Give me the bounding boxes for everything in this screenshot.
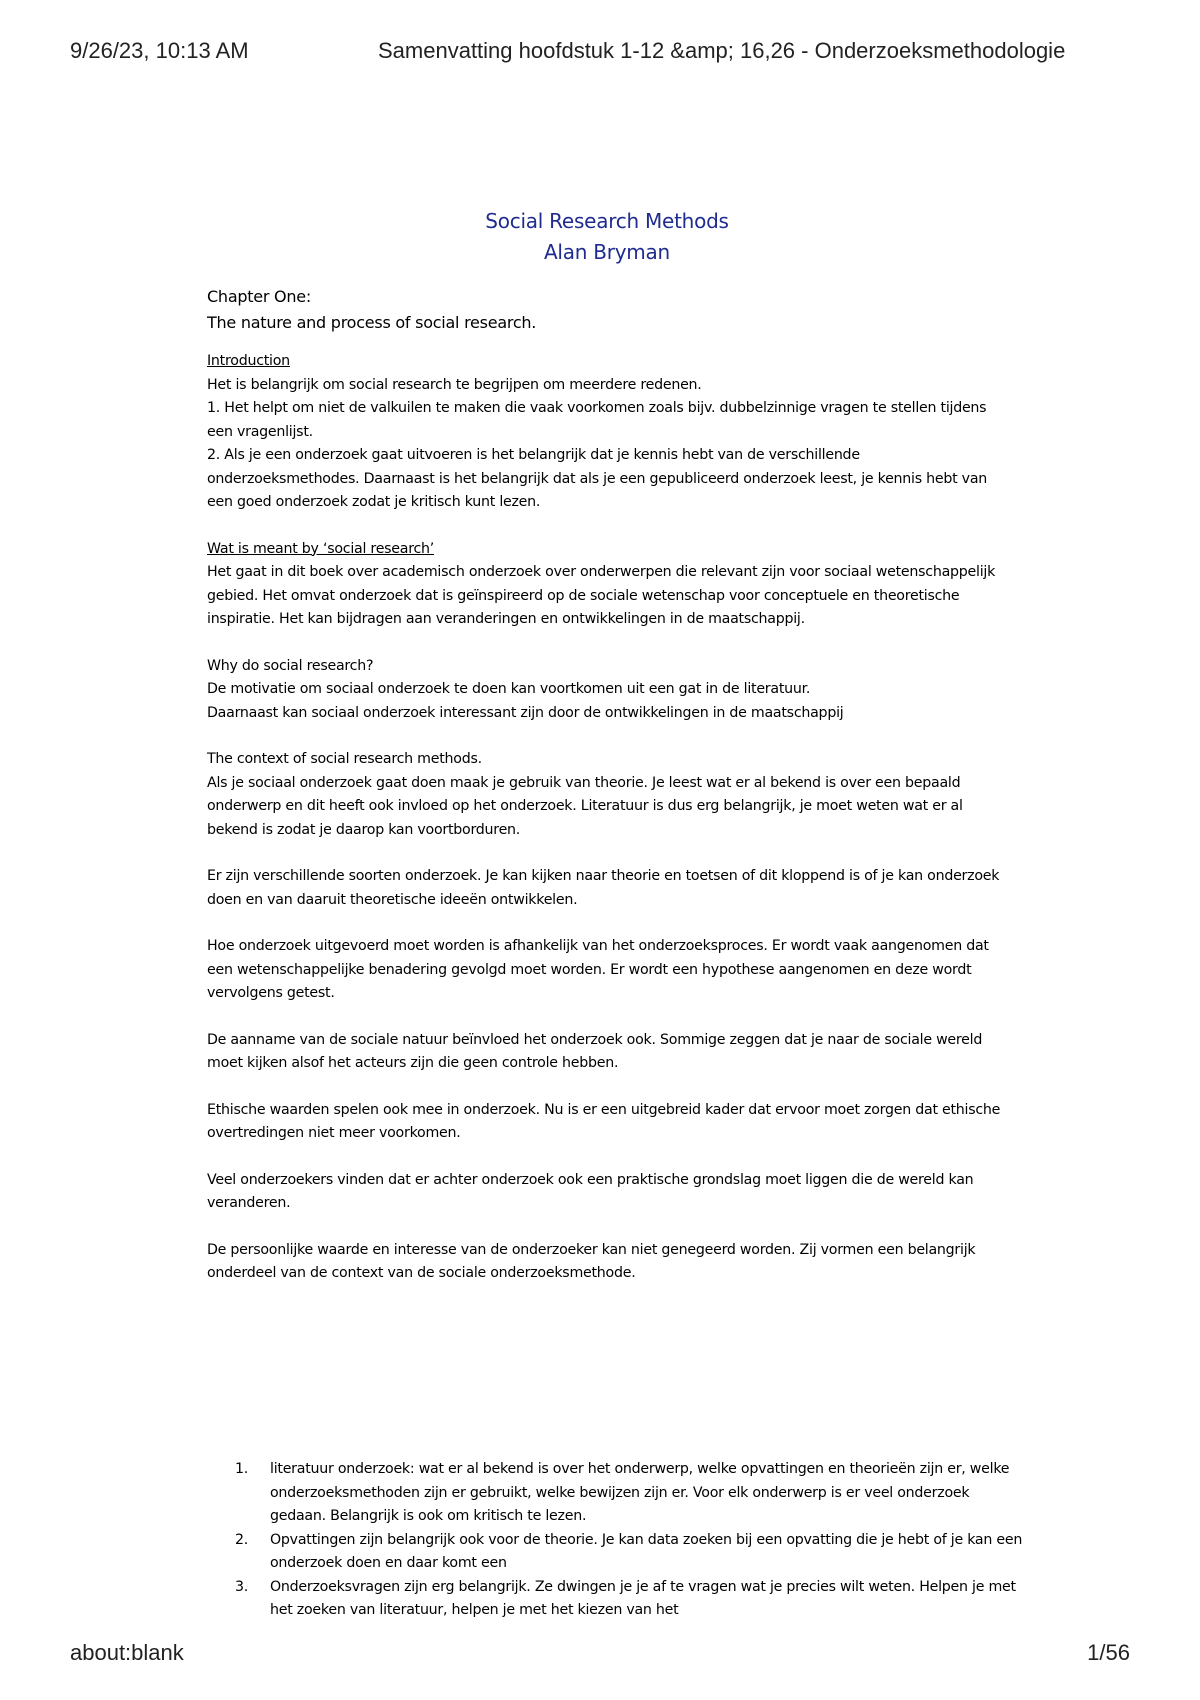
paragraph: Er zijn verschillende soorten onderzoek. Je kan kijken naar theorie en toetsen of dit kloppend is of je kan onderzoek doen en van daaruit theoretische ideeën ontwikkelen. bbox=[207, 868, 1000, 908]
paragraph: Ethische waarden spelen ook mee in onderzoek. Nu is er een uitgebreid kader dat ervoor moet zorgen dat ethische overtredingen niet meer voorkomen. bbox=[207, 1101, 1001, 1141]
paragraph: Het gaat in dit boek over academisch onderzoek over onderwerpen die relevant zijn voor sociaal wetenschappelijk gebied. Het omvat onderzoek dat is geïnspireerd op de sociale wetenschap voor conceptuele en theoretische inspiratie. Het kan bijdragen aan veranderingen en ontwikkelingen in de maatschappij. bbox=[207, 564, 996, 627]
list-item bbox=[235, 1529, 1025, 1576]
print-page-title: Samenvatting hoofdstuk 1-12 &amp; 16,26 - Onderzoeksmethodologie bbox=[378, 38, 1066, 63]
list-number: 3. bbox=[235, 1578, 249, 1595]
paragraph: De aanname van de sociale natuur beïnvloed het onderzoek ook. Sommige zeggen dat je naar de sociale wereld moet kijken alsof het acteurs zijn die geen controle hebben. bbox=[207, 1031, 983, 1071]
section-heading: Why do social research? bbox=[207, 657, 374, 674]
section-heading: The context of social research methods. bbox=[207, 751, 482, 767]
paragraph: 1. Het helpt om niet de valkuilen te maken die vaak voorkomen zoals bijv. dubbelzinnige vragen te stellen tijdens een vragenlijst. bbox=[207, 400, 987, 440]
paragraph: Veel onderzoekers vinden dat er achter onderzoek ook een praktische grondslag moet liggen die de wereld kan veranderen. bbox=[207, 1171, 974, 1211]
section-heading: Wat is meant by ‘social research’ bbox=[207, 540, 435, 557]
print-header bbox=[70, 38, 1130, 68]
list-number: 1. bbox=[235, 1461, 249, 1477]
print-url: about:blank bbox=[70, 1640, 184, 1665]
section-why-social-research bbox=[207, 655, 1007, 726]
document-body bbox=[207, 206, 1007, 1309]
numbered-list bbox=[235, 1458, 1025, 1623]
list-number: 2. bbox=[235, 1531, 249, 1548]
list-item bbox=[235, 1458, 1025, 1529]
list-item-text: Onderzoeksvragen zijn erg belangrijk. Ze dwingen je je af te vragen wat je precies wilt weten. Helpen je met het zoeken van literatuur, helpen je met het kiezen van het bbox=[270, 1578, 1016, 1618]
paragraph: De persoonlijke waarde en interesse van de onderzoeker kan niet genegeerd worden. Zij vormen een belangrijk onderdeel van de context van de sociale onderzoeksmethode. bbox=[207, 1241, 976, 1281]
chapter-label: Chapter One: bbox=[207, 287, 312, 306]
list-item-text: literatuur onderzoek: wat er al bekend is over het onderwerp, welke opvattingen en theorieën zijn er, welke onderzoeksmethoden zijn er gebruikt, welke bewijzen zijn er. Voor elk onderwerp is er veel onderzoek gedaan. Belangrijk is ook om kritisch te lezen. bbox=[270, 1461, 1010, 1524]
chapter-heading bbox=[207, 284, 1007, 336]
paragraph: 2. Als je een onderzoek gaat uitvoeren is het belangrijk dat je kennis hebt van de verschillende onderzoeksmethodes. Daarnaast is het belangrijk dat als je een gepubliceerd onderzoek leest, je kennis hebt van een goed onderzoek zodat je kritisch kunt lezen. bbox=[207, 447, 988, 510]
section-introduction bbox=[207, 350, 1007, 515]
section-social-research bbox=[207, 538, 1007, 632]
paragraph: Als je sociaal onderzoek gaat doen maak je gebruik van theorie. Je leest wat er al bekend is over een bepaald onderwerp en dit heeft ook invloed op het onderzoek. Literatuur is dus erg belangrijk, je moet weten wat er al bekend is zodat je daarop kan voortborduren. bbox=[207, 774, 963, 838]
document-author: Alan Bryman bbox=[544, 240, 670, 264]
paragraph: De motivatie om sociaal onderzoek te doen kan voortkomen uit een gat in de literatuur. bbox=[207, 681, 811, 697]
print-datetime: 9/26/23, 10:13 AM bbox=[70, 38, 249, 63]
section-heading: Introduction bbox=[207, 353, 290, 369]
paragraph: Hoe onderzoek uitgevoerd moet worden is afhankelijk van het onderzoeksproces. Er wordt vaak aangenomen dat een wetenschappelijke benadering gevolgd moet worden. Er wordt een hypothese aangenomen en deze wordt vervolgens getest. bbox=[207, 938, 989, 1001]
page-counter: 1/56 bbox=[1087, 1640, 1130, 1665]
chapter-title: The nature and process of social research. bbox=[207, 313, 537, 332]
paragraph: Het is belangrijk om social research te begrijpen om meerdere redenen. bbox=[207, 376, 702, 393]
list-item bbox=[235, 1576, 1025, 1623]
print-footer bbox=[70, 1640, 1130, 1670]
section-context bbox=[207, 748, 1007, 842]
document-title: Social Research Methods bbox=[485, 209, 729, 233]
list-item-text: Opvattingen zijn belangrijk ook voor de theorie. Je kan data zoeken bij een opvatting die je hebt of je kan een onderzoek doen en daar komt een bbox=[270, 1531, 1023, 1571]
paragraph: Daarnaast kan sociaal onderzoek interessant zijn door de ontwikkelingen in de maatschappij bbox=[207, 704, 844, 721]
